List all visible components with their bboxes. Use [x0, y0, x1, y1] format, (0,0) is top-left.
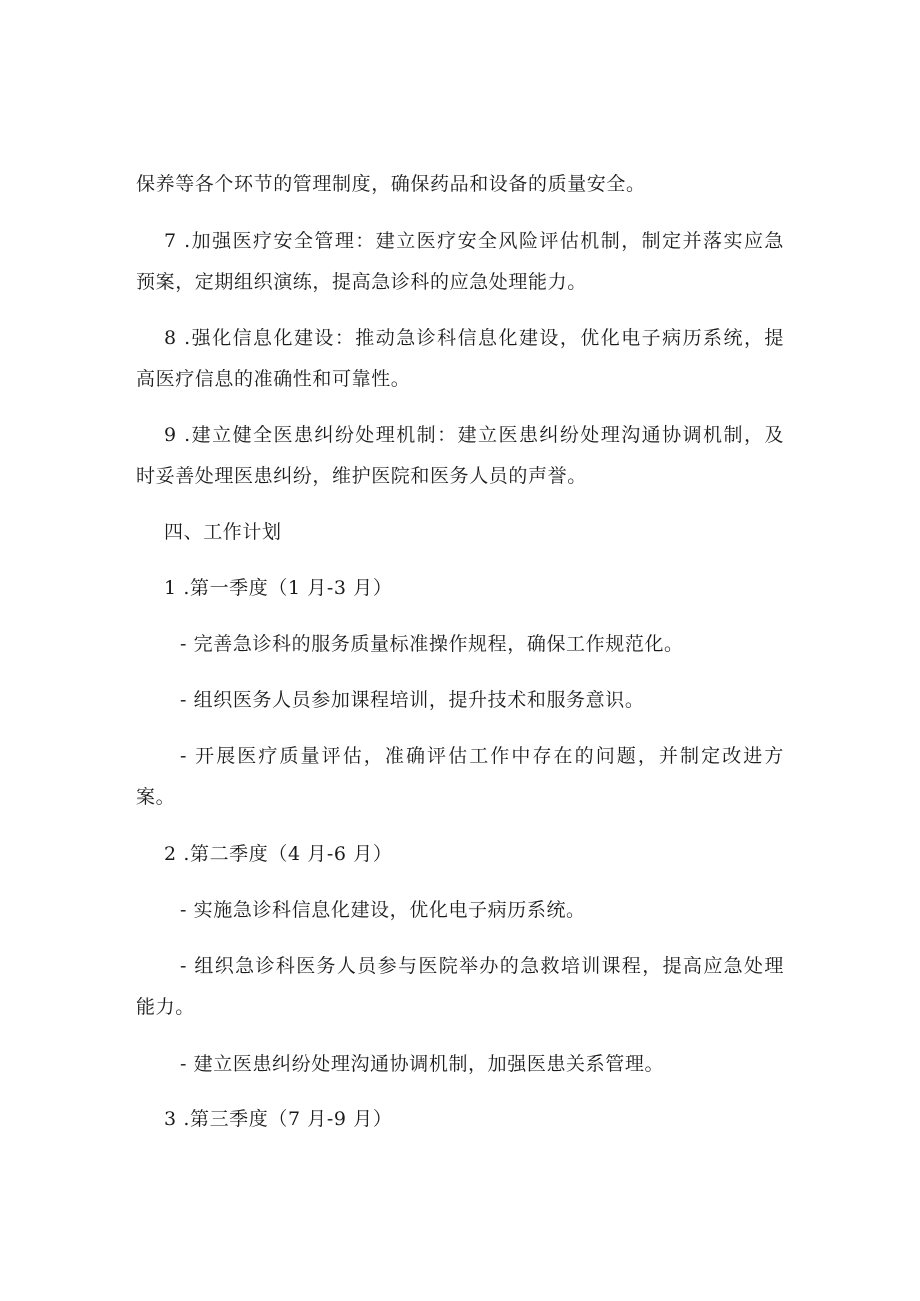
item-7-line-2: 预案，定期组织演练，提高急诊科的应急处理能力。	[136, 271, 587, 293]
text-line-continuation: 保养等各个环节的管理制度，确保药品和设备的质量安全。	[136, 173, 646, 195]
quarter-1-bullet-1: - 完善急诊科的服务质量标准操作规程，确保工作规范化。	[180, 633, 684, 655]
quarter-2-bullet-3: - 建立医患纠纷处理沟通协调机制，加强医患关系管理。	[180, 1053, 665, 1075]
section-heading-work-plan: 四、工作计划	[164, 521, 282, 543]
quarter-1-heading: 1 .第一季度（1 月-3 月）	[164, 577, 393, 599]
quarter-3-heading: 3 .第三季度（7 月-9 月）	[164, 1108, 393, 1130]
item-8-line-2: 高医疗信息的准确性和可靠性。	[136, 368, 411, 390]
quarter-2-heading: 2 .第二季度（4 月-6 月）	[164, 843, 393, 865]
quarter-2-bullet-2-line-2: 能力。	[136, 996, 195, 1018]
item-8-line-1: 8 .强化信息化建设：推动急诊科信息化建设，优化电子病历系统，提	[164, 327, 784, 349]
item-9-line-1: 9 .建立健全医患纠纷处理机制：建立医患纠纷处理沟通协调机制，及	[164, 424, 784, 446]
quarter-2-bullet-2-line-1: - 组织急诊科医务人员参与医院举办的急救培训课程，提高应急处理	[180, 955, 784, 977]
item-9-line-2: 时妥善处理医患纠纷，维护医院和医务人员的声誉。	[136, 465, 587, 487]
quarter-2-bullet-1: - 实施急诊科信息化建设，优化电子病历系统。	[180, 899, 586, 921]
quarter-1-bullet-3-line-1: - 开展医疗质量评估，准确评估工作中存在的问题，并制定改进方	[180, 745, 784, 767]
item-7-line-1: 7 .加强医疗安全管理：建立医疗安全风险评估机制，制定并落实应急	[164, 230, 784, 252]
quarter-1-bullet-3-line-2: 案。	[136, 786, 176, 808]
quarter-1-bullet-2: - 组织医务人员参加课程培训，提升技术和服务意识。	[180, 689, 645, 711]
